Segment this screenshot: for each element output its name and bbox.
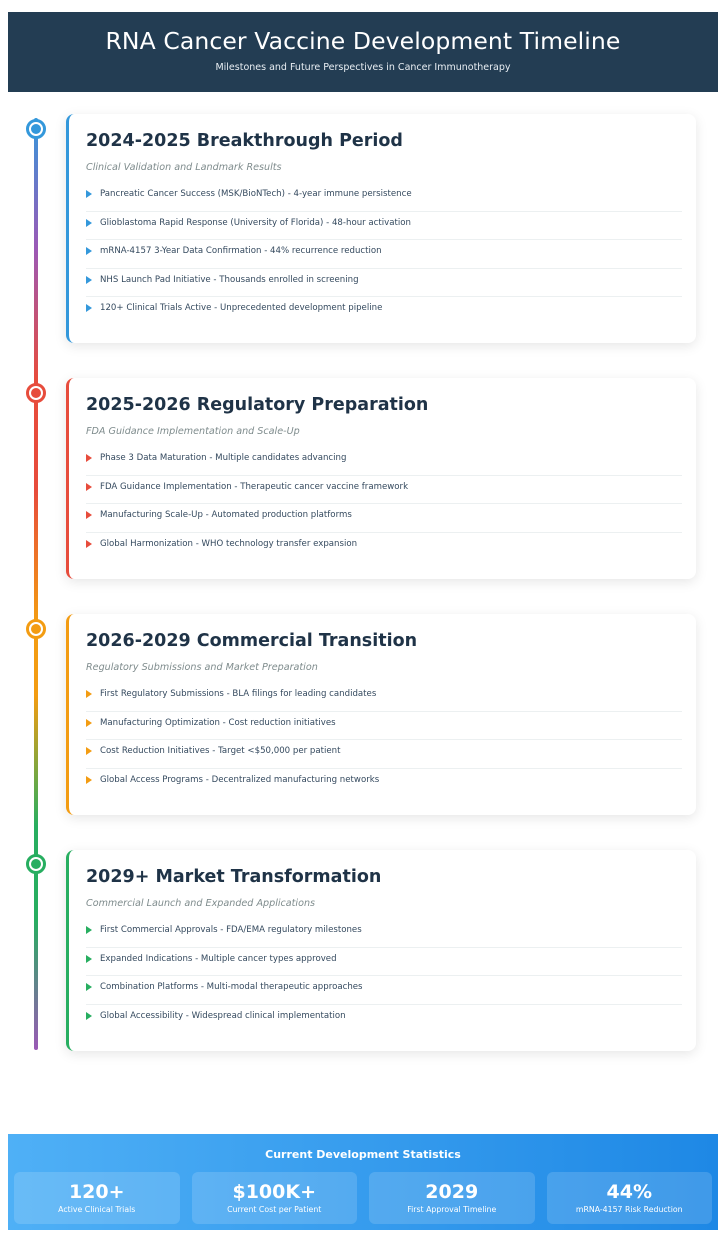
timeline-dot-3 — [26, 619, 46, 639]
milestone-item: Manufacturing Optimization - Cost reduction initiatives — [86, 712, 682, 741]
triangle-bullet-icon — [86, 776, 92, 784]
triangle-bullet-icon — [86, 983, 92, 991]
phase-card-3 — [66, 614, 696, 815]
triangle-bullet-icon — [86, 219, 92, 227]
page-subtitle: Milestones and Future Perspectives in Cancer Immunotherapy — [215, 62, 511, 73]
triangle-bullet-icon — [86, 247, 92, 255]
phase-title: 2024-2025 Breakthrough Period — [86, 131, 403, 151]
milestone-item: Global Accessibility - Widespread clinical implementation — [86, 1005, 682, 1034]
milestone-item: Expanded Indications - Multiple cancer types approved — [86, 948, 682, 977]
milestone-item: First Regulatory Submissions - BLA filings for leading candidates — [86, 683, 682, 712]
stat-label: First Approval Timeline — [407, 1205, 497, 1214]
milestone-item: Global Harmonization - WHO technology transfer expansion — [86, 533, 682, 562]
phase-card-4 — [66, 850, 696, 1051]
timeline-dot-2 — [26, 383, 46, 403]
phase-subtitle: FDA Guidance Implementation and Scale-Up — [86, 426, 300, 437]
timeline-dot-4 — [26, 854, 46, 874]
statistics-grid — [14, 1172, 712, 1224]
stat-card — [14, 1172, 180, 1224]
milestone-item: Phase 3 Data Maturation - Multiple candidates advancing — [86, 447, 682, 476]
stat-card — [547, 1172, 713, 1224]
triangle-bullet-icon — [86, 276, 92, 284]
stat-value: $100K+ — [232, 1181, 317, 1203]
phase-milestone-list — [86, 683, 680, 797]
milestone-item: Pancreatic Cancer Success (MSK/BioNTech) - 4-year immune persistence — [86, 183, 682, 212]
stat-card — [369, 1172, 535, 1224]
statistics-section — [8, 1134, 718, 1230]
phase-title: 2029+ Market Transformation — [86, 867, 382, 887]
milestone-item: Combination Platforms - Multi-modal therapeutic approaches — [86, 976, 682, 1005]
milestone-item: 120+ Clinical Trials Active - Unprecedented development pipeline — [86, 297, 682, 326]
phase-subtitle: Regulatory Submissions and Market Preparation — [86, 662, 318, 673]
triangle-bullet-icon — [86, 511, 92, 519]
phase-milestone-list — [86, 919, 680, 1033]
milestone-item: mRNA-4157 3-Year Data Confirmation - 44% recurrence reduction — [86, 240, 682, 269]
triangle-bullet-icon — [86, 690, 92, 698]
phase-title: 2026-2029 Commercial Transition — [86, 631, 418, 651]
page-header — [8, 12, 718, 92]
phase-card-2 — [66, 378, 696, 579]
triangle-bullet-icon — [86, 1012, 92, 1020]
triangle-bullet-icon — [86, 454, 92, 462]
milestone-item: Cost Reduction Initiatives - Target <$50,000 per patient — [86, 740, 682, 769]
stat-value: 120+ — [68, 1181, 125, 1203]
phase-subtitle: Commercial Launch and Expanded Applications — [86, 898, 316, 909]
triangle-bullet-icon — [86, 926, 92, 934]
timeline-dot-1 — [26, 119, 46, 139]
triangle-bullet-icon — [86, 190, 92, 198]
triangle-bullet-icon — [86, 304, 92, 312]
phase-title: 2025-2026 Regulatory Preparation — [86, 395, 429, 415]
stat-label: Current Cost per Patient — [227, 1205, 322, 1214]
triangle-bullet-icon — [86, 747, 92, 755]
triangle-bullet-icon — [86, 955, 92, 963]
stat-card — [192, 1172, 358, 1224]
phase-subtitle: Clinical Validation and Landmark Results — [86, 162, 282, 173]
stat-label: mRNA-4157 Risk Reduction — [575, 1205, 683, 1214]
milestone-item: Global Access Programs - Decentralized manufacturing networks — [86, 769, 682, 798]
milestone-item: FDA Guidance Implementation - Therapeutic cancer vaccine framework — [86, 476, 682, 505]
phase-card-1 — [66, 114, 696, 343]
phase-milestone-list — [86, 183, 680, 326]
timeline-line — [34, 118, 38, 1050]
milestone-item: Manufacturing Scale-Up - Automated production platforms — [86, 504, 682, 533]
page-title: RNA Cancer Vaccine Development Timeline — [105, 27, 621, 55]
statistics-title: Current Development Statistics — [265, 1148, 461, 1161]
triangle-bullet-icon — [86, 483, 92, 491]
stat-value: 2029 — [425, 1181, 479, 1203]
triangle-bullet-icon — [86, 540, 92, 548]
phase-milestone-list — [86, 447, 680, 561]
stat-value: 44% — [606, 1181, 652, 1203]
milestone-item: First Commercial Approvals - FDA/EMA regulatory milestones — [86, 919, 682, 948]
triangle-bullet-icon — [86, 719, 92, 727]
milestone-item: NHS Launch Pad Initiative - Thousands enrolled in screening — [86, 269, 682, 298]
stat-label: Active Clinical Trials — [58, 1205, 136, 1214]
milestone-item: Glioblastoma Rapid Response (University of Florida) - 48-hour activation — [86, 212, 682, 241]
